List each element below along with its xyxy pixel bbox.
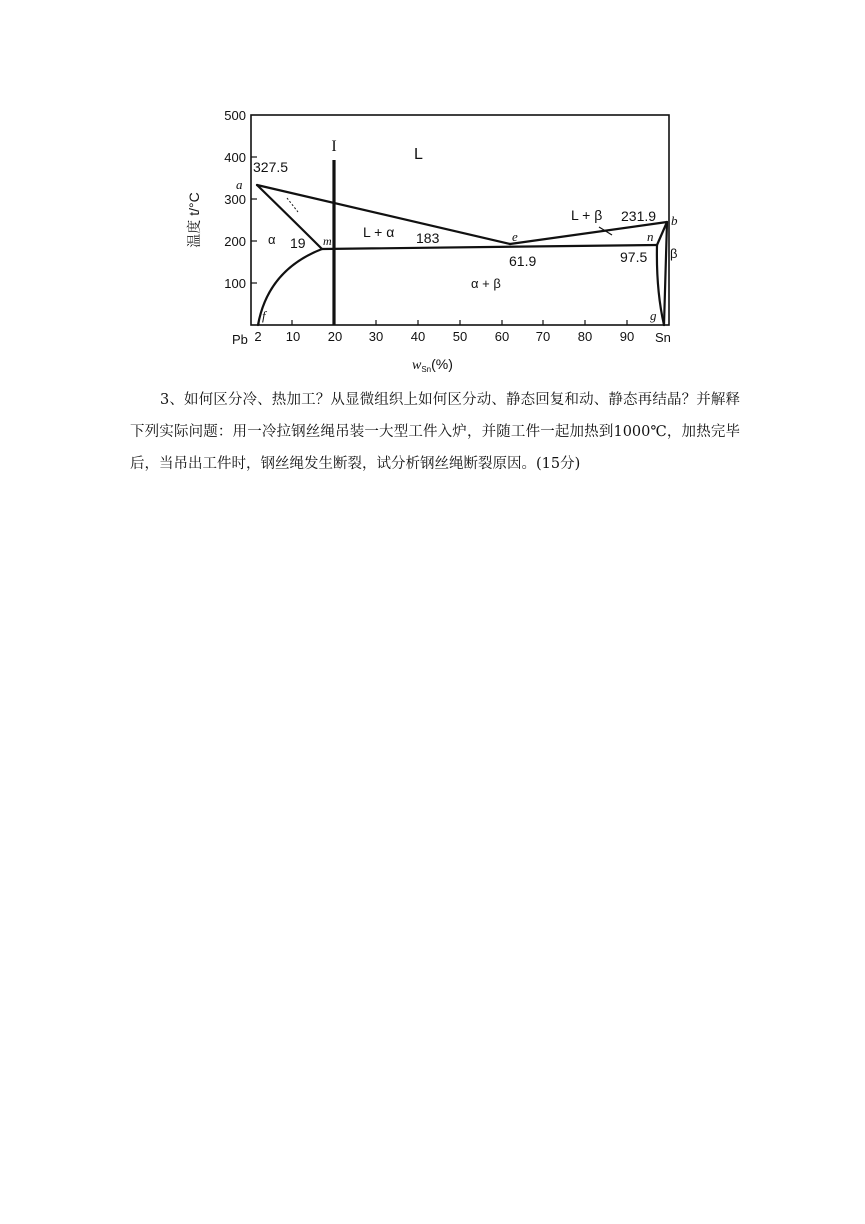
x-tick-label: 60 <box>494 329 510 344</box>
alloy-line-marker: I <box>331 138 337 155</box>
value-beta-min: 97.5 <box>620 249 648 265</box>
point-e: e <box>512 229 518 244</box>
x-tick-label: 80 <box>577 329 593 344</box>
solvus-alpha <box>258 249 322 325</box>
phase-label-l-beta: L + β <box>571 207 603 223</box>
phase-label-alpha-beta: α + β <box>471 276 501 291</box>
y-tick-label: 400 <box>224 150 246 165</box>
phase-label-alpha: α <box>268 232 276 247</box>
pb-sn-phase-diagram <box>0 0 865 380</box>
x-end-label-sn: Sn <box>655 330 671 345</box>
y-axis-label: 温度 t/°C <box>186 192 202 248</box>
value-pb-melt: 327.5 <box>253 159 289 175</box>
phase-label-liquid: L <box>414 146 423 163</box>
y-tick-label: 500 <box>224 108 246 123</box>
liquidus-right <box>510 222 667 244</box>
x-tick-label: 30 <box>368 329 384 344</box>
value-sn-melt: 231.9 <box>621 208 657 224</box>
value-alpha-max: 19 <box>290 235 306 251</box>
value-eutectic-temp: 183 <box>416 230 440 246</box>
x-tick-label: 50 <box>452 329 468 344</box>
x-axis-label-sub: Sn <box>421 365 432 374</box>
x-axis-label-main: w <box>412 358 422 373</box>
x-tick-label: 90 <box>619 329 635 344</box>
question-3 <box>130 384 740 480</box>
y-tick-marks <box>251 157 257 283</box>
y-tick-label: 300 <box>224 192 246 207</box>
solvus-beta <box>657 245 664 325</box>
question-text: 3、如何区分冷、热加工？从显微组织上如何区分动、静态回复和动、静态再结晶？并解释下列实际问题：用一冷拉钢丝绳吊装一大型工件入炉，并随工件一起加热到1000℃，加热完毕后，当吊出工件时，钢丝绳发生断裂，试分析钢丝绳断裂原因。(15分) <box>130 392 740 472</box>
point-f: f <box>262 308 266 323</box>
point-b: b <box>671 213 678 228</box>
x-tick-label: 10 <box>285 329 301 344</box>
x-end-label-pb: Pb <box>232 332 248 347</box>
phase-label-l-alpha: L + α <box>363 224 395 240</box>
eutectic-isotherm <box>322 245 657 249</box>
point-a: a <box>236 177 243 192</box>
phase-label-beta: β <box>670 246 678 261</box>
x-tick-label: 40 <box>410 329 426 344</box>
dotted-guide-line <box>287 198 298 212</box>
y-tick-label: 200 <box>224 234 246 249</box>
sn-boundary <box>664 222 667 325</box>
plot-frame <box>251 115 669 325</box>
x-tick-label: 2 <box>254 329 262 344</box>
point-g: g <box>650 308 657 323</box>
point-n: n <box>647 229 654 244</box>
value-eutectic-comp: 61.9 <box>509 253 537 269</box>
x-axis-label <box>412 356 453 374</box>
point-m: m <box>323 234 332 248</box>
x-tick-label: 70 <box>535 329 551 344</box>
x-axis-label-unit: (%) <box>431 356 453 372</box>
y-tick-label: 100 <box>224 276 246 291</box>
x-tick-label: 20 <box>327 329 343 344</box>
